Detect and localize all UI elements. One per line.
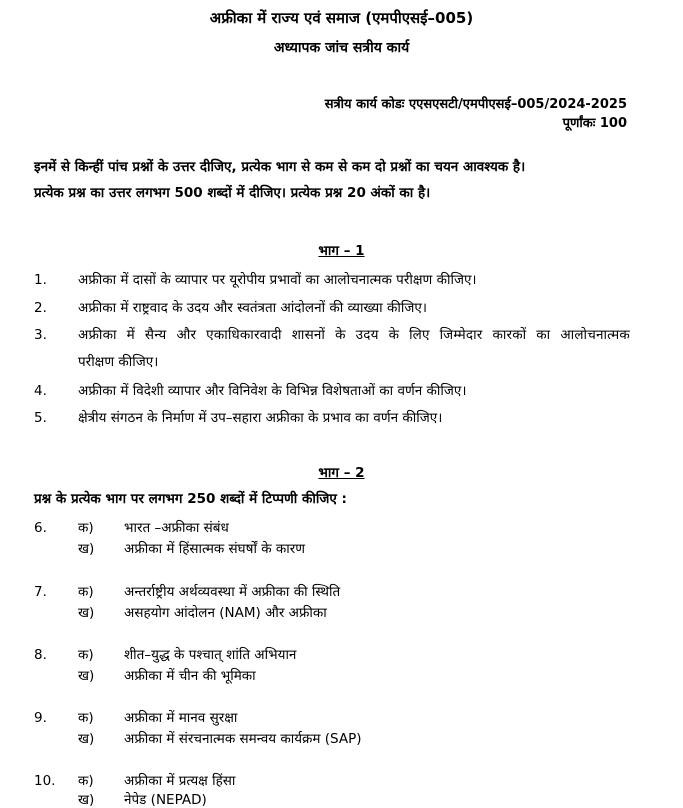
question-number: 6. — [34, 520, 47, 536]
subpart-label: ख) — [78, 605, 95, 621]
assignment-code: सत्रीय कार्य कोडः एएसएसटी/एमपीएसई–005/2024-2025 — [324, 97, 627, 112]
instruction-line: प्रत्येक प्रश्न का उत्तर लगभग 500 शब्दों में दीजिए। प्रत्येक प्रश्न 20 अंकों का है। — [34, 185, 431, 201]
subpart-label: क) — [78, 647, 94, 663]
subpart-label: क) — [78, 584, 94, 600]
maximum-marks: पूर्णांकः 100 — [562, 116, 627, 131]
question-text: अफ्रीका में सैन्य और एकाधिकारवादी शासनों के उदय के लिए जिम्मेदार कारकों का आलोचनात्मक — [78, 327, 630, 343]
subpart-text: अफ्रीका में मानव सुरक्षा — [124, 710, 238, 726]
question-text: क्षेत्रीय संगठन के निर्माण में उप–सहारा अफ्रीका के प्रभाव का वर्णन कीजिए। — [78, 410, 443, 426]
question-number: 9. — [34, 710, 47, 726]
subpart-label: क) — [78, 710, 94, 726]
part2-heading-text: भाग – 2 — [318, 465, 365, 481]
question-number: 3. — [34, 327, 47, 343]
question-number: 4. — [34, 383, 47, 399]
subpart-text: अफ्रीका में प्रत्यक्ष हिंसा — [124, 773, 236, 789]
question-number: 2. — [34, 300, 47, 316]
document-title: अफ्रीका में राज्य एवं समाज (एमपीएसई–005) — [209, 9, 474, 27]
subpart-label: क) — [78, 773, 94, 789]
question-number: 5. — [34, 410, 47, 426]
question-number: 1. — [34, 272, 47, 288]
subpart-text: अफ्रीका में चीन की भूमिका — [124, 668, 256, 684]
subpart-text: अफ्रीका में संरचनात्मक समन्वय कार्यक्रम (SAP) — [124, 731, 362, 747]
subpart-text: अन्तर्राष्ट्रीय अर्थव्यवस्था में अफ्रीका की स्थिति — [124, 584, 341, 600]
subpart-label: ख) — [78, 792, 95, 808]
subpart-text: अफ्रीका में हिंसात्मक संघर्षों के कारण — [124, 541, 306, 557]
subpart-text: नेपेड (NEPAD) — [124, 792, 207, 808]
document-subtitle: अध्यापक जांच सत्रीय कार्य — [273, 40, 410, 56]
subpart-label: क) — [78, 520, 94, 536]
question-number: 10. — [34, 773, 56, 789]
question-text: अफ्रीका में विदेशी व्यापार और विनिवेश के विभिन्न विशेषताओं का वर्णन कीजिए। — [78, 383, 467, 399]
subpart-text: भारत –अफ्रीका संबंध — [124, 520, 229, 536]
part1-heading — [0, 241, 683, 259]
subpart-text: असहयोग आंदोलन (NAM) और अफ्रीका — [124, 605, 327, 621]
subpart-label: ख) — [78, 541, 95, 557]
subpart-text: शीत–युद्ध के पश्चात् शांति अभियान — [124, 647, 297, 663]
part2-heading — [0, 463, 683, 481]
instruction-line: इनमें से किन्हीं पांच प्रश्नों के उत्तर दीजिए, प्रत्येक भाग से कम से कम दो प्रश्नों का चयन आवश्यक है। — [34, 159, 526, 175]
subpart-label: ख) — [78, 668, 95, 684]
question-number: 8. — [34, 647, 47, 663]
question-number: 7. — [34, 584, 47, 600]
question-text: अफ्रीका में राष्ट्रवाद के उदय और स्वतंत्रता आंदोलनों की व्याख्या कीजिए। — [78, 300, 427, 316]
part1-heading-text: भाग – 1 — [318, 243, 365, 259]
part2-instruction: प्रश्न के प्रत्येक भाग पर लगभग 250 शब्दों में टिप्पणी कीजिए : — [34, 491, 347, 507]
subpart-label: ख) — [78, 731, 95, 747]
question-text: अफ्रीका में दासों के व्यापार पर यूरोपीय प्रभावों का आलोचनात्मक परीक्षण कीजिए। — [78, 272, 477, 288]
question-text-continued: परीक्षण कीजिए। — [78, 354, 159, 370]
